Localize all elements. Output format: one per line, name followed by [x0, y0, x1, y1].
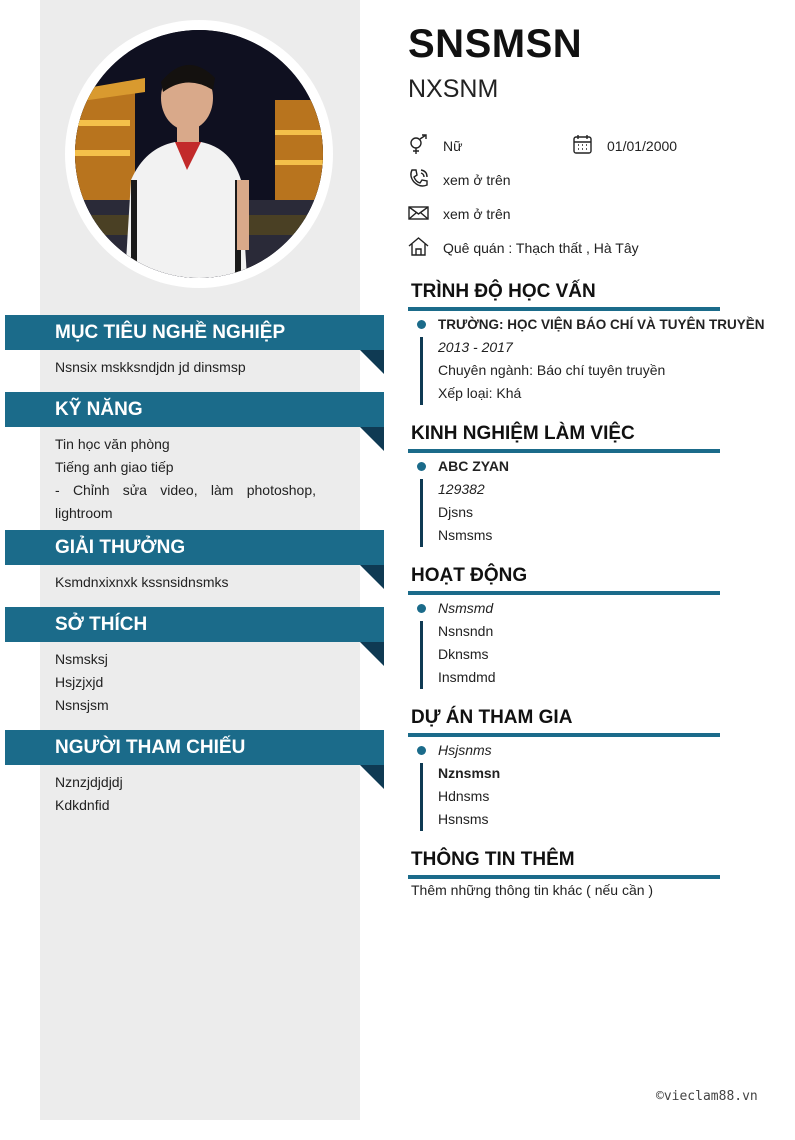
skills-heading: KỸ NĂNG: [5, 392, 384, 427]
timeline-dot: [417, 462, 426, 471]
hometown-row: [408, 236, 639, 260]
activities-entry: [438, 597, 496, 689]
awards-heading: GIẢI THƯỞNG: [5, 530, 384, 565]
education-rule: [408, 307, 720, 311]
skill-item: - Chỉnh sửa video, làm photoshop, lightroom: [55, 482, 316, 521]
awards-ribbon-fold: [360, 565, 384, 589]
gender-value: Nữ: [443, 138, 463, 154]
home-icon: [408, 236, 443, 260]
timeline-line: [420, 763, 423, 831]
school-name: TRƯỜNG: HỌC VIỆN BÁO CHÍ VÀ TUYÊN TRUYỀN: [438, 317, 765, 332]
project-period: Hsjsnms: [438, 742, 492, 758]
extra-info-rule: [408, 875, 720, 879]
objective-heading: MỤC TIÊU NGHỀ NGHIỆP: [5, 315, 384, 350]
calendar-icon: [572, 134, 607, 158]
watermark: ©vieclam88.vn: [656, 1089, 758, 1104]
mail-icon: [408, 202, 443, 226]
phone-row: [408, 168, 511, 192]
phone-icon: [408, 168, 443, 192]
timeline-line: [420, 479, 423, 547]
company-name: ABC ZYAN: [438, 458, 510, 474]
hobbies-list: [55, 648, 316, 717]
hobbies-heading: SỞ THÍCH: [5, 607, 384, 642]
email-row: [408, 202, 511, 226]
activity-line: Nsnsndn: [438, 623, 494, 639]
candidate-name: SNSMSN: [408, 22, 583, 66]
project-line: Hdnsms: [438, 788, 490, 804]
timeline-dot: [417, 320, 426, 329]
education-major: Chuyên ngành: Báo chí tuyên truyền: [438, 362, 666, 378]
gender-row: [408, 134, 462, 158]
activity-line: Insmdmd: [438, 669, 496, 685]
extra-info-heading: THÔNG TIN THÊM: [411, 849, 575, 870]
experience-line: Nsmsms: [438, 527, 493, 543]
education-period: 2013 - 2017: [438, 339, 513, 355]
skill-item: Tiếng anh giao tiếp: [55, 459, 174, 475]
timeline-dot: [417, 604, 426, 613]
activity-line: Dknsms: [438, 646, 489, 662]
reference-item: Nznzjdjdjdj: [55, 774, 123, 790]
projects-entry: [438, 739, 500, 831]
hobby-item: Hsjzjxjd: [55, 674, 104, 690]
birthday-value: 01/01/2000: [607, 138, 678, 154]
references-ribbon-fold: [360, 765, 384, 789]
gender-icon: [408, 134, 443, 158]
experience-rule: [408, 449, 720, 453]
hometown-value: Quê quán : Thạch thất , Hà Tây: [443, 240, 639, 256]
phone-value: xem ở trên: [443, 172, 511, 188]
experience-entry: [438, 455, 509, 547]
project-line: Hsnsms: [438, 811, 489, 827]
hobbies-ribbon-fold: [360, 642, 384, 666]
references-list: [55, 771, 316, 817]
awards-text: Ksmdnxixnxk kssnsidnsmks: [55, 574, 229, 590]
experience-line: Djsns: [438, 504, 474, 520]
hobby-item: Nsnsjsm: [55, 697, 109, 713]
timeline-dot: [417, 746, 426, 755]
timeline-line: [420, 337, 423, 405]
extra-info-text: Thêm những thông tin khác ( nếu cần ): [411, 882, 654, 898]
activities-heading: HOẠT ĐỘNG: [411, 565, 528, 586]
objective-text: Nsnsix mskksndjdn jd dinsmsp: [55, 359, 246, 375]
activity-period: Nsmsmd: [438, 600, 494, 616]
email-value: xem ở trên: [443, 206, 511, 222]
skills-list: [55, 433, 316, 525]
candidate-position: NXSNM: [408, 75, 499, 103]
education-heading: TRÌNH ĐỘ HỌC VẤN: [411, 281, 596, 302]
skill-item: Tin học văn phòng: [55, 436, 170, 452]
objective-ribbon-fold: [360, 350, 384, 374]
projects-rule: [408, 733, 720, 737]
hobby-item: Nsmsksj: [55, 651, 108, 667]
timeline-line: [420, 621, 423, 689]
experience-heading: KINH NGHIỆM LÀM VIỆC: [411, 423, 635, 444]
projects-heading: DỰ ÁN THAM GIA: [411, 707, 573, 728]
activities-rule: [408, 591, 720, 595]
project-name: Nznsmsn: [438, 765, 501, 781]
references-heading: NGƯỜI THAM CHIẾU: [5, 730, 384, 765]
avatar: [75, 30, 323, 278]
skills-ribbon-fold: [360, 427, 384, 451]
education-grade: Xếp loại: Khá: [438, 385, 522, 401]
education-entry: [438, 313, 764, 405]
reference-item: Kdkdnfid: [55, 797, 110, 813]
birthday-row: [572, 134, 677, 158]
experience-period: 129382: [438, 481, 485, 497]
